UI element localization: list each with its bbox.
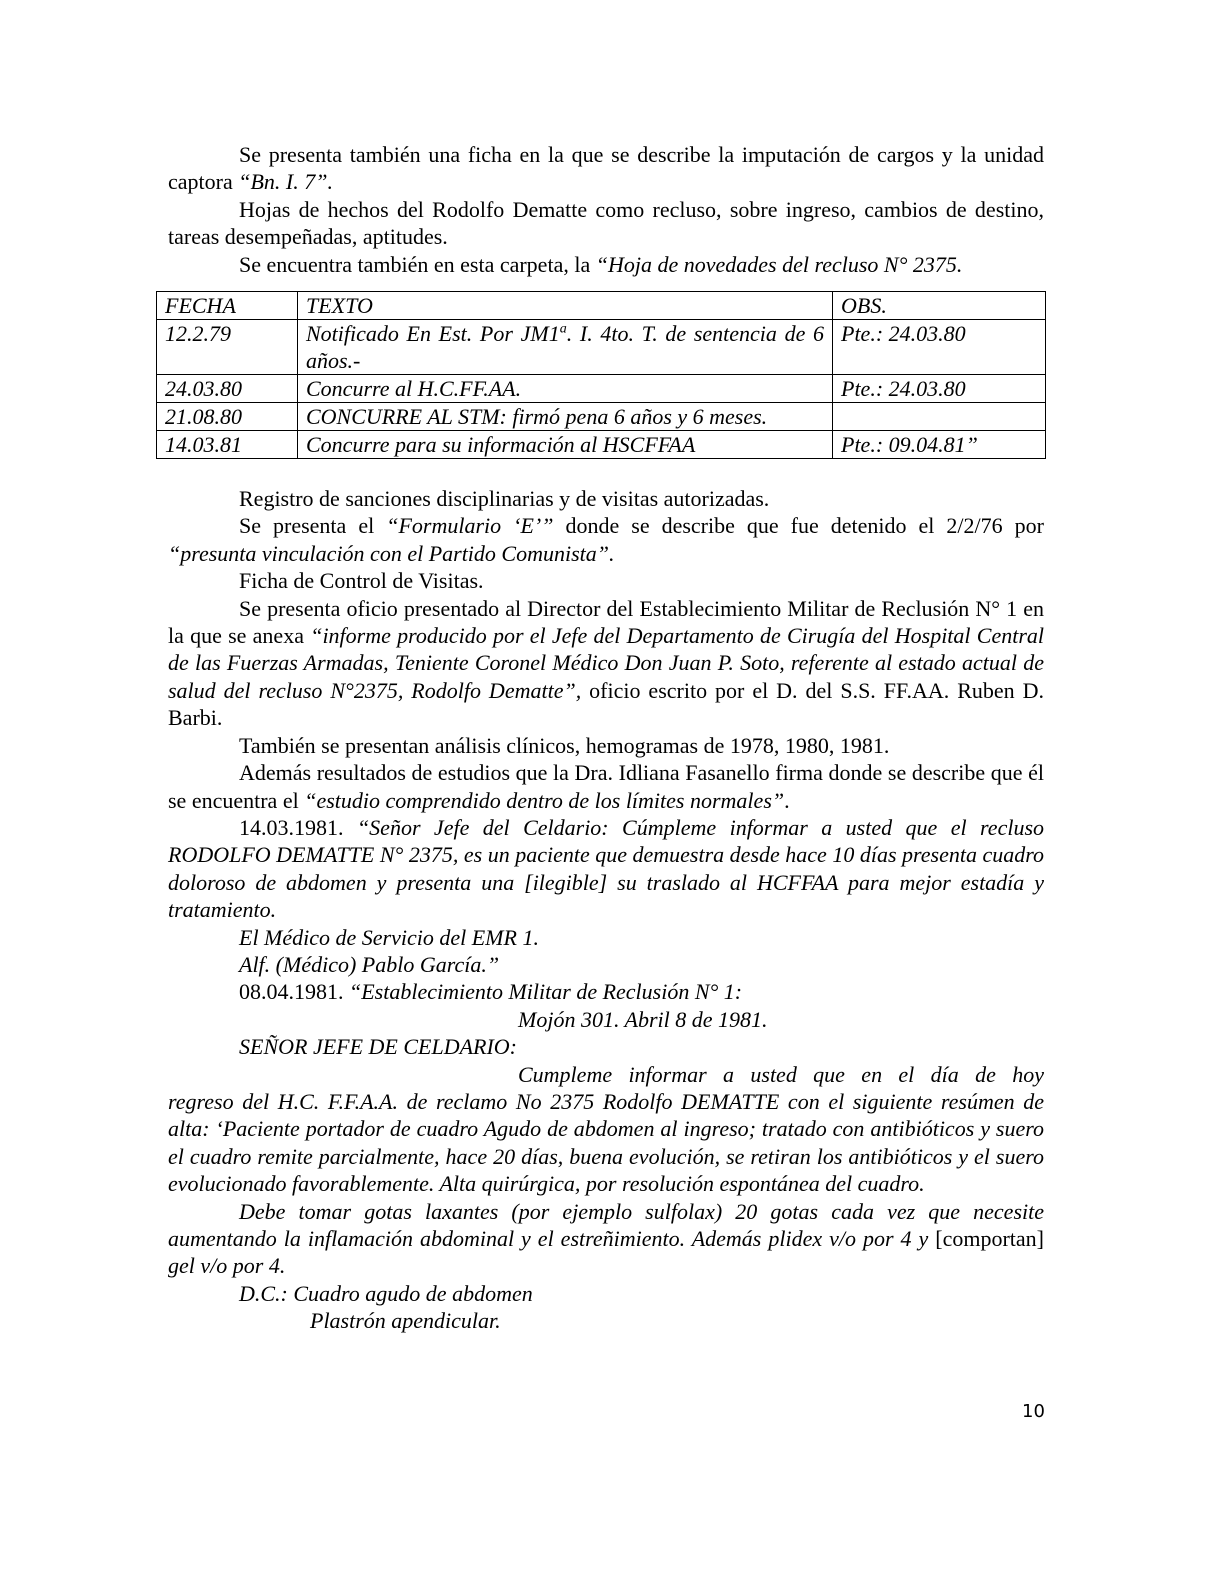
cell-obs: Pte.: 09.04.81” (833, 431, 1046, 459)
novedades-table (156, 291, 1046, 459)
table-row (157, 320, 1046, 375)
signature-line-2: Alf. (Médico) Pablo García.” (239, 951, 500, 977)
quote-text: “Establecimiento Militar de Reclusión N° 1: (349, 979, 743, 1005)
date-text: 14.03.1981. (239, 814, 357, 840)
paragraph-analisis: También se presentan análisis clínicos, hemogramas de 1978, 1980, 1981. (239, 732, 890, 758)
paragraph-text: Se presenta oficio presentado al Director del Establecimiento Militar de Reclusión N° 1 en la que se anexa (168, 595, 1044, 649)
table-row (157, 431, 1046, 459)
table-header-row (157, 292, 1046, 320)
cell-fecha: 14.03.81 (157, 431, 298, 459)
header-fecha: FECHA (157, 292, 298, 320)
signature-line-1: El Médico de Servicio del EMR 1. (239, 924, 539, 950)
cell-texto (298, 320, 833, 375)
paragraph-ficha (168, 141, 1044, 196)
quote-text: “Formulario ‘E’” (386, 513, 554, 539)
paragraph-text: Se encuentra también en esta carpeta, la (239, 251, 596, 277)
quote-text: “Bn. I. 7”. (238, 169, 333, 195)
quote-text: Debe tomar gotas laxantes (por ejemplo sulfolax) 20 gotas cada vez que necesite aumentando la inflamación abdominal y el estreñimiento. Además plidex v/o por 4 y (168, 1198, 1044, 1251)
page-number: 10 (1022, 1401, 1045, 1422)
paragraph-oficio (168, 595, 1044, 732)
quote-text: “presunta vinculación con el Partido Comunista”. (168, 540, 615, 566)
paragraph-text: . (784, 787, 790, 813)
diagnosis-line-2: Plastrón apendicular. (310, 1308, 501, 1334)
quote-text: gel v/o por 4. (168, 1253, 286, 1279)
cell-texto: Concurre para su información al HSCFFAA (298, 431, 833, 459)
cell-texto-part: Notificado En Est. Por JM1 (306, 321, 560, 347)
cell-fecha: 24.03.80 (157, 375, 298, 403)
paragraph-text: donde se describe que fue detenido el 2/2/76 por (553, 513, 1044, 539)
cell-texto: Concurre al H.C.FF.AA. (298, 375, 833, 403)
paragraph-carpeta (168, 251, 1044, 278)
paragraph-hojas: Hojas de hechos del Rodolfo Dematte como recluso, sobre ingreso, cambios de destino, tareas desempeñadas, aptitudes. (168, 196, 1044, 250)
paragraph-text: Se presenta el (239, 513, 387, 539)
cell-obs: Pte.: 24.03.80 (833, 375, 1046, 403)
quote-text: “Señor Jefe del Celdario: Cúmpleme informar a usted que el recluso RODOLFO DEMATTE N° 2375, es un paciente que demuestra desde hace 10 días presenta cuadro doloroso de abdomen y presenta una [ilegible] su traslado al HCFFAA para mejor estadía y tratamiento. (168, 814, 1045, 923)
paragraph-text: [comportan] (935, 1226, 1044, 1251)
paragraph-formulario (168, 512, 1044, 567)
table-row (157, 375, 1046, 403)
paragraph-text: oficio escrito por el D. del S.S. FF.AA. Ruben D. Barbi. (168, 677, 1044, 731)
cell-obs (833, 403, 1046, 431)
letter-opening: Cumpleme informar a usted que en el día de hoy (518, 1061, 1044, 1087)
cell-fecha: 21.08.80 (157, 403, 298, 431)
cell-fecha: 12.2.79 (157, 320, 298, 375)
cell-texto: CONCURRE AL STM: firmó pena 6 años y 6 meses. (298, 403, 833, 431)
paragraph-nota-1981 (168, 814, 1044, 924)
paragraph-visitas: Ficha de Control de Visitas. (239, 568, 484, 594)
quote-text: “informe producido por el Jefe del Departamento de Cirugía del Hospital Central de las Fuerzas Armadas, Teniente Coronel Médico Don Juan P. Soto, referente al estado actual de salud del recluso N°2375, Rodolfo Dematte”, (168, 623, 1044, 703)
salutation: SEÑOR JEFE DE CELDARIO: (239, 1034, 517, 1060)
location-date-line: Mojón 301. Abril 8 de 1981. (518, 1006, 768, 1032)
cell-texto-part: . I. 4to. T. de sentencia de 6 años.- (306, 321, 825, 374)
superscript: a (559, 321, 567, 337)
date-text: 08.04.1981. (239, 979, 349, 1005)
paragraph-text: Se presenta también una ficha en la que se describe la imputación de cargos y la unidad captora (168, 142, 1044, 195)
paragraph-registro: Registro de sanciones disciplinarias y de visitas autorizadas. (239, 486, 770, 512)
quote-text: “Hoja de novedades del recluso N° 2375. (595, 251, 963, 277)
quote-text: “estudio comprendido dentro de los límites normales” (304, 787, 785, 813)
paragraph-resultados (168, 759, 1044, 814)
cell-obs: Pte.: 24.03.80 (833, 320, 1046, 375)
diagnosis-line-1: D.C.: Cuadro agudo de abdomen (239, 1280, 533, 1306)
table-row (157, 403, 1046, 431)
paragraph-establecimiento (168, 978, 1044, 1005)
paragraph-text: Además resultados de estudios que la Dra. Idliana Fasanello firma donde se describe que él se encuentra el (168, 760, 1044, 813)
letter-body: regreso del H.C. F.F.A.A. de reclamo No 2375 Rodolfo DEMATTE con el siguiente resúmen de alta: ‘Paciente portador de cuadro Agudo de abdomen al ingreso; tratado con antibióticos y suero el cuadro remite parcialmente, hace 20 días, buena evolución, se retiran los antibióticos y el suero evolucionado favorablemente. Alta quirúrgica, por resolución espontánea del cuadro. (168, 1088, 1044, 1197)
header-obs: OBS. (833, 292, 1046, 320)
paragraph-indicaciones (168, 1198, 1044, 1280)
header-texto: TEXTO (298, 292, 833, 320)
document-body (165, 141, 1045, 1335)
